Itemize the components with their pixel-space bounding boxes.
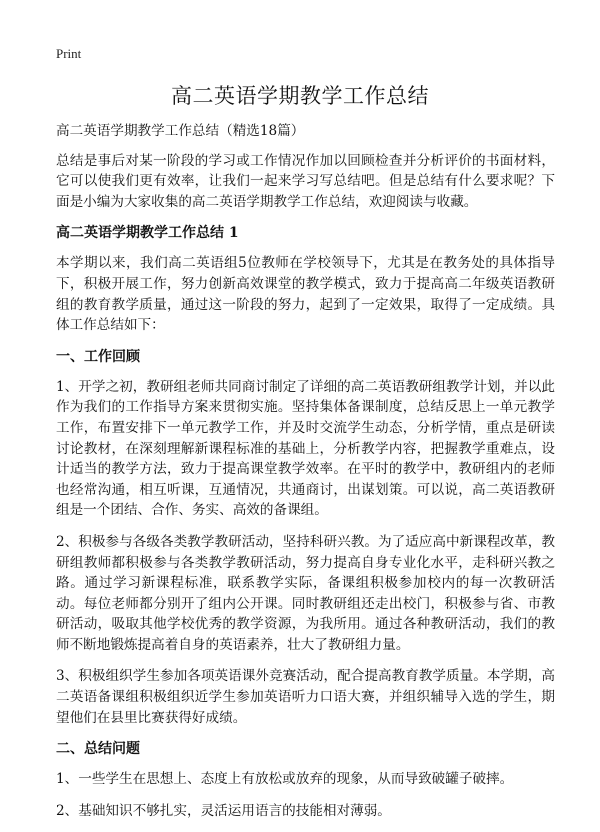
intro-paragraph: 总结是事后对某一阶段的学习或工作情况作加以回顾检查并分析评价的书面材料，它可以使我们更有效率，让我们一起来学习写总结吧。但是总结有什么要求呢？下面是小编为大家收集的高二英语学期教学工作总结，欢迎阅读与收藏。 [56,152,555,210]
article-subtitle: 高二英语学期教学工作总结（精选18篇） [56,123,305,139]
article-heading: 高二英语学期教学工作总结 1 [56,225,239,242]
article-body [56,121,555,832]
review-paragraph-2: 2、积极参与各级各类教学教研活动，坚持科研兴教。为了适应高中新课程改革，教研组教师都积极参与各类教学教研活动，努力提高自身专业化水平，走科研兴教之路。通过学习新课程标准，联系教学实际，备课组积极参加校内的每一次教研活动。每位老师都分别开了组内公开课。同时教研组还走出校门，积极参与省、市教研活动，吸取其他学校优秀的教学资源，为我所用。通过各种教研活动，我们的教师不断地锻炼提高着自身的英语素养，壮大了教研组力量。 [56,533,555,653]
problem-paragraph-2: 2、基础知识不够扎实，灵活运用语言的技能相对薄弱。 [56,802,391,819]
section-heading-problems: 二、总结问题 [56,741,140,758]
article-intro-paragraph: 本学期以来，我们高二英语组5位教师在学校领导下，尤其是在教务处的具体指导下，积极开展工作，努力创新高效课堂的教学模式，致力于提高高二年级英语教研组的教育教学质量，通过这一阶段的努力，起到了一定效果，取得了一定成绩。具体工作总结如下： [56,255,555,334]
page-title: 高二英语学期教学工作总结 [171,84,429,108]
review-paragraph-3: 3、积极组织学生参加各项英语课外竞赛活动，配合提高教育教学质量。本学期，高二英语备课组积极组织近学生参加英语听力口语大赛，并组织辅导入选的学生，期望他们在县里比赛获得好成绩。 [56,668,555,726]
review-paragraph-1: 1、开学之初，教研组老师共同商讨制定了详细的高二英语教研组教学计划，并以此作为我们的工作指导方案来贯彻实施。坚持集体备课制度，总结反思上一单元教学工作，布置安排下一单元教学工作，并及时交流学生动态，分析学情，重点是研读讨论教材，在深刻理解新课程标准的基础上，分析教学内容，把握教学重难点，设计适当的教学方法，致力于提高课堂教学效率。在平时的教学中，教研组内的老师也经常沟通，相互听课，互通情况，共通商讨，出谋划策。可以说，高二英语教研组是一个团结、合作、务实、高效的备课组。 [56,378,555,519]
problem-paragraph-1: 1、一些学生在思想上、态度上有放松或放弃的现象，从而导致破罐子破摔。 [56,771,514,788]
print-link[interactable]: Print [56,46,82,61]
section-heading-review: 一、工作回顾 [56,348,140,365]
